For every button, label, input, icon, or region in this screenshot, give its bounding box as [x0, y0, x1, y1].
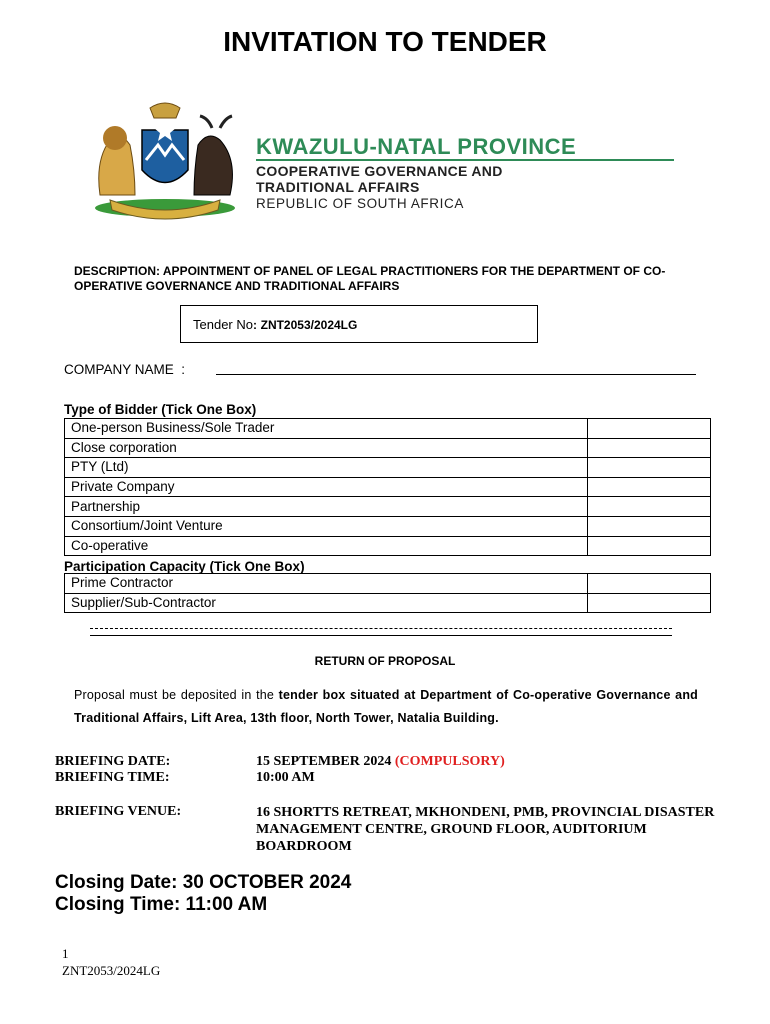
bidder-option-label: Consortium/Joint Venture — [65, 516, 588, 536]
bidder-option-label: PTY (Ltd) — [65, 458, 588, 478]
department-line-1: COOPERATIVE GOVERNANCE AND — [256, 163, 503, 179]
briefing-time-label: BRIEFING TIME: — [55, 770, 170, 785]
tick-box[interactable] — [588, 438, 711, 458]
company-name-field[interactable] — [216, 374, 696, 375]
header-rule — [256, 159, 674, 161]
table-row — [65, 477, 711, 497]
participation-option-label: Supplier/Sub-Contractor — [65, 593, 588, 613]
compulsory-note: (COMPULSORY) — [394, 754, 505, 769]
tick-box[interactable] — [588, 419, 711, 439]
tick-box[interactable] — [588, 516, 711, 536]
return-heading: RETURN OF PROPOSAL — [314, 654, 456, 668]
table-row — [65, 497, 711, 517]
province-name: KWAZULU-NATAL PROVINCE — [256, 134, 577, 159]
briefing-date-value: 15 SEPTEMBER 2024 (COMPULSORY) — [256, 754, 505, 769]
bidder-option-label: Close corporation — [65, 438, 588, 458]
briefing-venue-label: BRIEFING VENUE: — [55, 804, 182, 819]
footer-reference: ZNT2053/2024LG — [62, 963, 161, 978]
briefing-time-value: 10:00 AM — [256, 770, 315, 785]
closing-time: Closing Time: 11:00 AM — [55, 894, 268, 915]
company-name-label: COMPANY NAME : — [64, 362, 186, 377]
page-title: INVITATION TO TENDER — [223, 26, 547, 57]
tick-box[interactable] — [588, 497, 711, 517]
bidder-option-label: Co-operative — [65, 536, 588, 556]
bidder-option-label: Private Company — [65, 477, 588, 497]
bidder-type-heading: Type of Bidder (Tick One Box) — [64, 402, 257, 417]
coat-of-arms-icon — [80, 100, 250, 220]
tender-colon: : — [252, 318, 257, 332]
proposal-text: Proposal must be deposited in the tender box situated at Department of Co-operative Governance and Traditional Affairs, Lift Area, 13th floor, North Tower, Natalia Building. — [74, 688, 698, 725]
solid-divider — [90, 635, 672, 636]
table-row — [65, 419, 711, 439]
table-row — [65, 458, 711, 478]
participation-table — [64, 573, 711, 613]
bidder-type-table — [64, 418, 711, 556]
tender-number: ZNT2053/2024LG — [260, 318, 358, 332]
page-number: 1 — [62, 946, 69, 961]
tick-box[interactable] — [588, 477, 711, 497]
closing-date: Closing Date: 30 OCTOBER 2024 — [55, 872, 352, 893]
republic-line: REPUBLIC OF SOUTH AFRICA — [256, 196, 464, 211]
department-line-2: TRADITIONAL AFFAIRS — [256, 179, 420, 195]
tick-box[interactable] — [588, 458, 711, 478]
table-row — [65, 516, 711, 536]
table-row — [65, 438, 711, 458]
tick-box[interactable] — [588, 536, 711, 556]
table-row — [65, 574, 711, 594]
dashed-divider — [90, 628, 672, 632]
tender-description: DESCRIPTION: APPOINTMENT OF PANEL OF LEGAL PRACTITIONERS FOR THE DEPARTMENT OF CO-OPERATIVE GOVERNANCE AND TRADITIONAL AFFAIRS — [74, 264, 666, 293]
briefing-venue-value: 16 SHORTTS RETREAT, MKHONDENI, PMB, PROVINCIAL DISASTER MANAGEMENT CENTRE, GROUND FLOOR, AUDITORIUM BOARDROOM — [256, 805, 715, 854]
bidder-option-label: One-person Business/Sole Trader — [65, 419, 588, 439]
briefing-date-label: BRIEFING DATE: — [55, 754, 171, 769]
participation-option-label: Prime Contractor — [65, 574, 588, 594]
table-row — [65, 536, 711, 556]
table-row — [65, 593, 711, 613]
tender-number-box — [180, 305, 538, 343]
tick-box[interactable] — [588, 574, 711, 594]
tick-box[interactable] — [588, 593, 711, 613]
participation-heading: Participation Capacity (Tick One Box) — [64, 559, 305, 574]
tender-label: Tender No — [193, 317, 253, 332]
bidder-option-label: Partnership — [65, 497, 588, 517]
